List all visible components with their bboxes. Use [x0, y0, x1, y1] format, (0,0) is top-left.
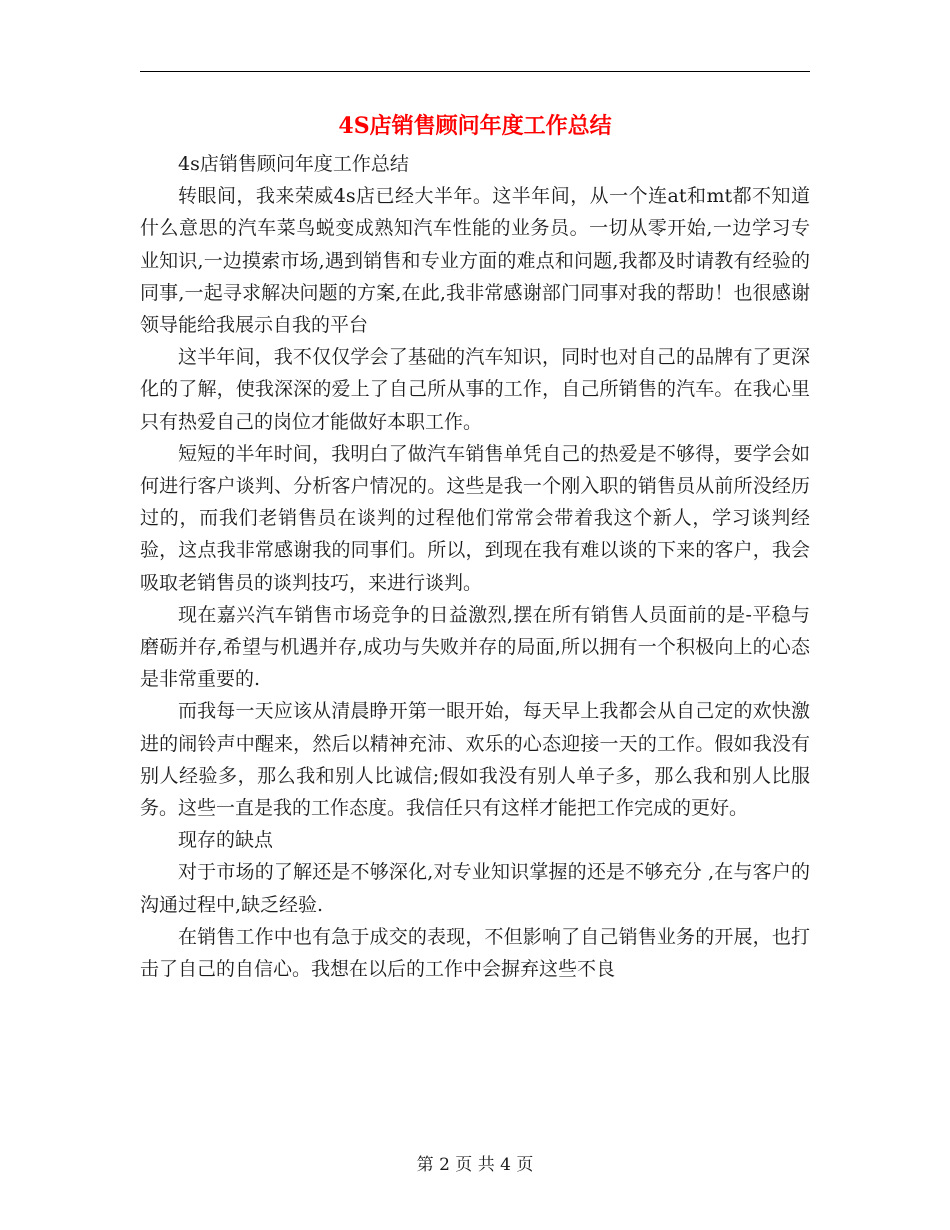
- paragraph: 转眼间，我来荣威4s店已经大半年。这半年间，从一个连at和mt都不知道什么意思的汽车菜鸟蜕变成熟知汽车性能的业务员。一切从零开始,一边学习专业知识,一边摸索市场,遇到销售和专业方面的难点和问题,我都及时请教有经验的同事,一起寻求解决问题的方案,在此,我非常感谢部门同事对我的帮助！也很感谢领导能给我展示自我的平台: [140, 185, 810, 337]
- paragraph: 而我每一天应该从清晨睁开第一眼开始，每天早上我都会从自己定的欢快激进的闹铃声中醒来，然后以精神充沛、欢乐的心态迎接一天的工作。假如我没有别人经验多，那么我和别人比诚信;假如我没有别人单子多，那么我和别人比服务。这些一直是我的工作态度。我信任只有这样才能把工作完成的更好。: [140, 700, 810, 820]
- page-footer: 第 2 页 共 4 页: [416, 1155, 534, 1175]
- section-heading: 现存的缺点: [178, 829, 274, 852]
- paragraph: 这半年间，我不仅仅学会了基础的汽车知识，同时也对自己的品牌有了更深化的了解，使我深深的爱上了自己所从事的工作，自己所销售的汽车。在我心里只有热爱自己的岗位才能做好本职工作。: [140, 346, 810, 433]
- header-rule: [140, 71, 810, 72]
- document-title: 4S店销售顾问年度工作总结: [338, 113, 612, 139]
- paragraph: 现在嘉兴汽车销售市场竞争的日益激烈,摆在所有销售人员面前的是-平稳与磨砺并存,希望与机遇并存,成功与失败并存的局面,所以拥有一个积极向上的心态是非常重要的.: [140, 603, 810, 691]
- paragraph: 对于市场的了解还是不够深化,对专业知识掌握的还是不够充分 ,在与客户的沟通过程中,缺乏经验.: [140, 861, 810, 916]
- paragraph-subtitle: 4s店销售顾问年度工作总结: [178, 153, 409, 175]
- paragraph: 在销售工作中也有急于成交的表现，不但影响了自己销售业务的开展，也打击了自己的自信心。我想在以后的工作中会摒弃这些不良: [140, 925, 810, 981]
- paragraph: 短短的半年时间，我明白了做汽车销售单凭自己的热爱是不够得，要学会如何进行客户谈判、分析客户情况的。这些是我一个刚入职的销售员从前所没经历过的，而我们老销售员在谈判的过程他们常常会带着我这个新人，学习谈判经验，这点我非常感谢我的同事们。所以，到现在我有难以谈的下来的客户，我会吸取老销售员的谈判技巧，来进行谈判。: [140, 442, 810, 594]
- document-body: [140, 148, 810, 985]
